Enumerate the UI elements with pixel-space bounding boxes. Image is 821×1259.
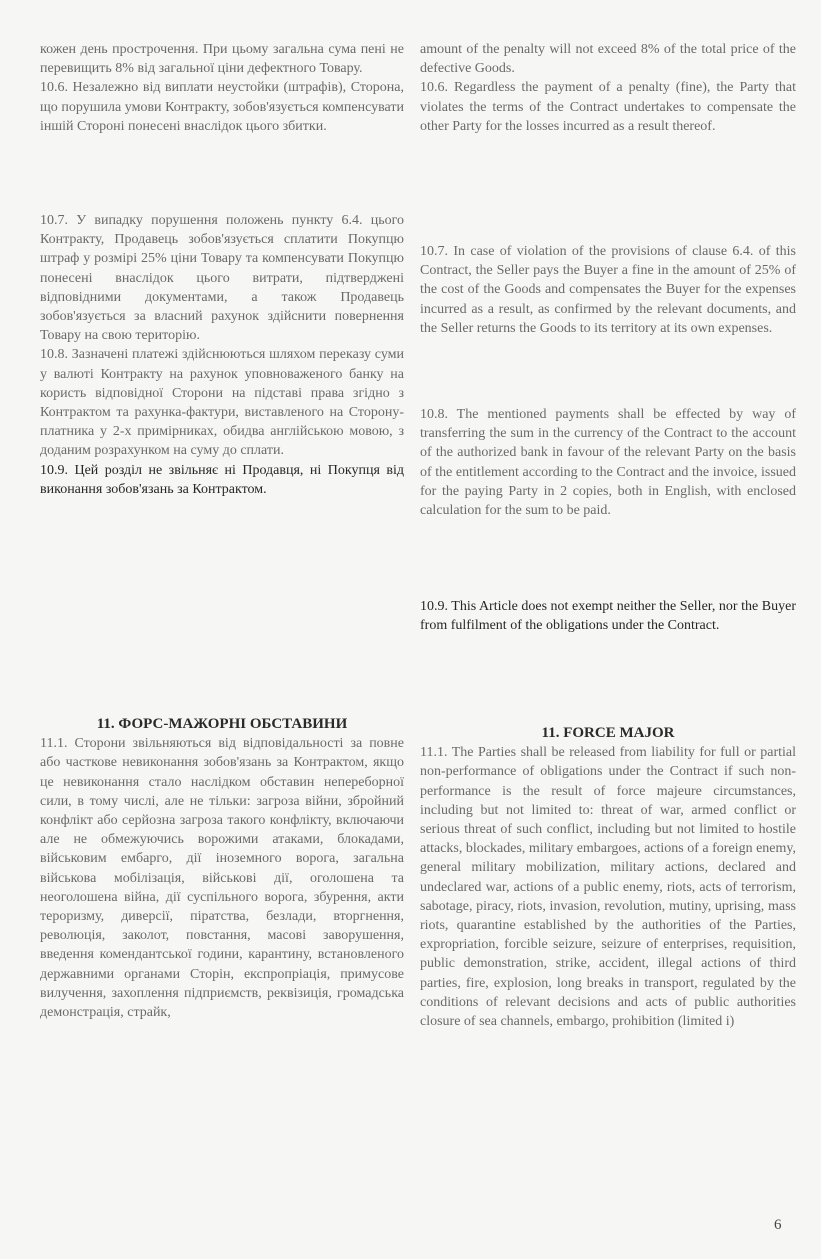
right-clause-10-7-block (420, 242, 796, 338)
left-clause-11-1: 11.1. Сторони звільняються від відповідальності за повне або часткове невиконання зобов'язань за Контрактом, якщо це невиконання стало наслідком обставин непереборної сили, в тому числі, але не тільки: загроза війни, збройний конфлікт або серйозна загроза такого конфлікту, включаючи але не обмежуючись ворожими атаками, блокадами, військовим ембарго, дії іноземного ворога, загальна військова мобілізація, військові дії, оголошена та неоголошена війна, дії суспільного ворога, збурення, акти тероризму, диверсії, піратства, безлади, вторгнення, революція, заколот, повстання, масові заворушення, введення комендантської години, карантину, встановленого державними органами Сторін, експропріація, примусове вилучення, захоплення підприємств, реквізиція, громадська демонстрація, страйк, (40, 736, 404, 1021)
left-clause-10-5-tail: кожен день прострочення. При цьому загальна сума пені не перевищить 8% від загальної ціни дефектного Товару. (40, 42, 404, 77)
page-number: 6 (774, 1217, 782, 1233)
left-clause-10-8: 10.8. Зазначені платежі здійснюються шляхом переказу суми у валюті Контракту на рахунок уповноваженого банку на користь відповідної Сторони на підставі права згідно з Контрактом та рахунка-фактури, виставленого на Сторону-платника у 2-х примірниках, обидва англійською мовою, з доданим розрахунком на суму до сплати. (40, 347, 404, 459)
left-clause-10-6: 10.6. Незалежно від виплати неустойки (штрафів), Сторона, що порушила умови Контракту, зобов'язується компенсувати іншій Стороні понесені внаслідок цього збитки. (40, 80, 404, 134)
left-col-mid (40, 211, 404, 499)
right-clause-10-7: 10.7. In case of violation of the provisions of clause 6.4. of this Contract, the Seller pays the Buyer a fine in the amount of 25% of the cost of the Goods and compensates the Buyer for the expenses incurred as a result, as confirmed by the relevant documents, and the Seller returns the Goods to its territory at its own expenses. (420, 244, 796, 336)
right-clause-10-9: 10.9. This Article does not exempt neither the Seller, nor the Buyer from fulfilment of the obligations under the Contract. (420, 599, 796, 634)
left-section-11-heading: 11. ФОРС-МАЖОРНІ ОБСТАВИНИ (96, 716, 348, 732)
right-section-11 (420, 724, 796, 1031)
right-clause-10-9-block (420, 597, 796, 635)
right-clause-10-5-tail: amount of the penalty will not exceed 8% of the total price of the defective Goods. (420, 42, 796, 77)
right-clause-10-8-block (420, 405, 796, 520)
right-clause-10-6: 10.6. Regardless the payment of a penalty (fine), the Party that violates the terms of the Contract undertakes to compensate the other Party for the losses incurred as a result thereof. (420, 80, 796, 134)
left-clause-10-7: 10.7. У випадку порушення положень пункту 6.4. цього Контракту, Продавець зобов'язується сплатити Покупцю штраф у розмірі 25% ціни Товару та компенсувати Покупцю понесені внаслідок цього витрати, підтверджені відповідними документами, а також Продавець зобов'язується за власний рахунок здійснити повернення Товару на свою територію. (40, 213, 404, 344)
left-section-11 (40, 715, 404, 1022)
right-section-11-heading: 11. FORCE MAJOR (541, 725, 675, 741)
right-clause-10-8: 10.8. The mentioned payments shall be effected by way of transferring the sum in the currency of the Contract to the account of the authorized bank in favour of the relevant Party on the basis of the entitlement according to the Contract and the invoice, issued for the paying Party in 2 copies, both in English, with enclosed calculation for the sum to be paid. (420, 407, 796, 519)
right-col-upper (420, 40, 796, 136)
right-clause-11-1: 11.1. The Parties shall be released from liability for full or partial non-performance of obligations under the Contract if such non-performance is the result of force majeure circumstances, including but not limited to: threat of war, armed conflict or serious threat of such conflict, including but not limited to hostile attacks, blockades, military embargoes, actions of a foreign enemy, general military mobilization, military actions, declared and undeclared war, actions of a public enemy, riots, acts of terrorism, sabotage, piracy, riots, invasion, revolution, mutiny, uprising, mass riots, quarantine established by the authorities of the Parties, expropriation, forcible seizure, seizure of enterprises, requisition, public demonstration, strike, accident, illegal actions of third parties, fire, explosion, long breaks in transport, regulated by the conditions of relevant decisions and acts of public authorities closure of sea channels, embargo, prohibition (limited i) (420, 745, 796, 1030)
left-col-upper (40, 40, 404, 136)
left-clause-10-9: 10.9. Цей розділ не звільняє ні Продавця, ні Покупця від виконання зобов'язань за Контрактом. (40, 462, 404, 497)
